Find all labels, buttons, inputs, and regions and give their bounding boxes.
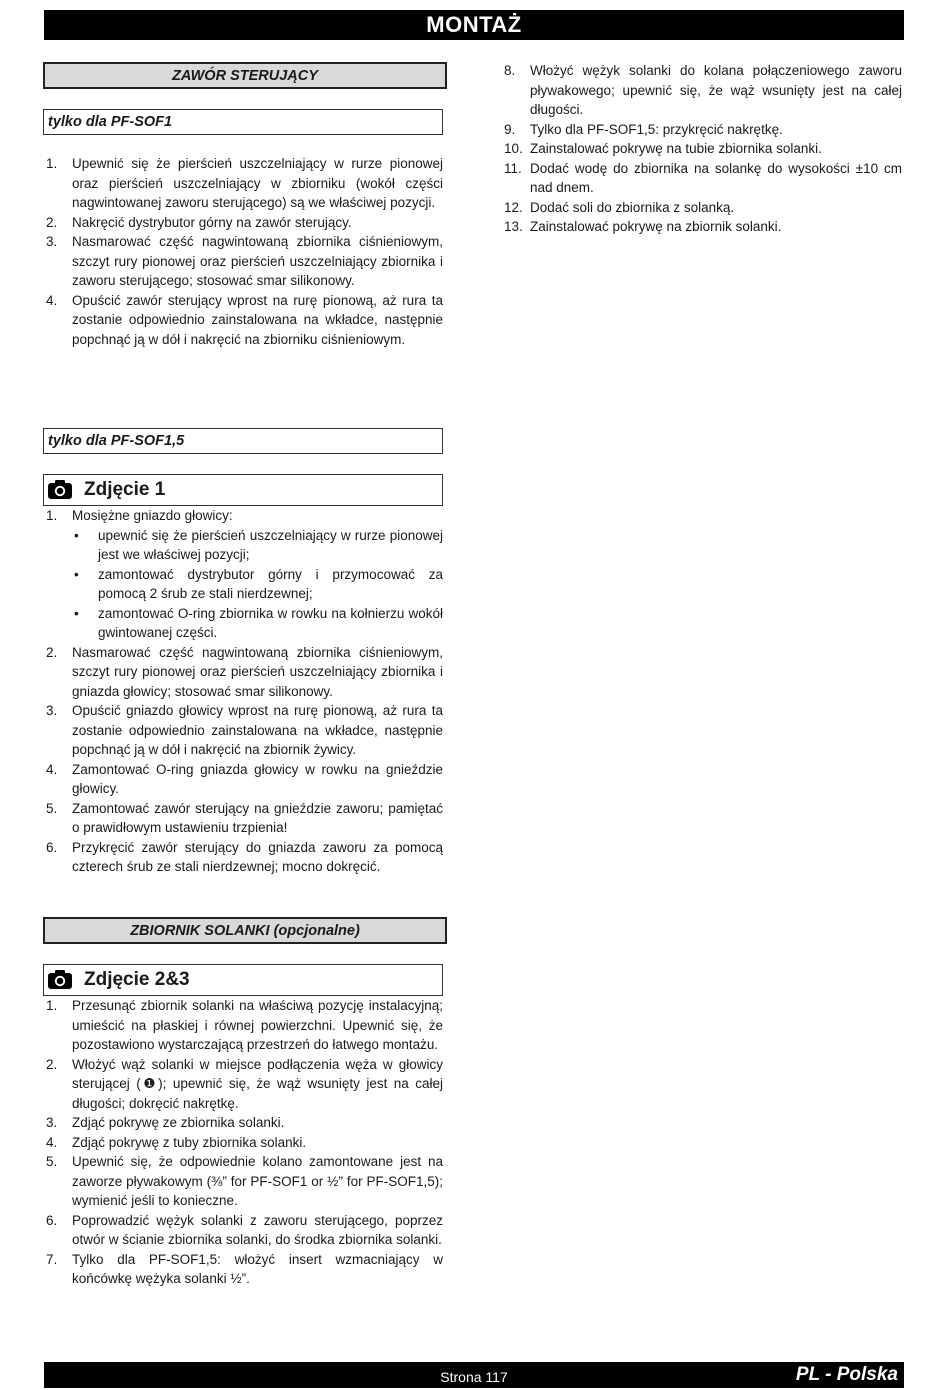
photo-ref-1 [43, 474, 443, 506]
subsection-sof1-label: tylko dla PF-SOF1 [43, 109, 443, 135]
list-item: 3. Zdjąć pokrywę ze zbiornika solanki. [46, 1115, 285, 1130]
brine-steps-list [44, 996, 443, 1289]
page-number: Strona 117 [440, 1369, 508, 1385]
list-item: 4. Zamontować O-ring gniazda głowicy w rowku na gnieździe głowicy. [46, 761, 443, 796]
list-item: 2. Nakręcić dystrybutor górny na zawór sterujący. [46, 214, 352, 230]
list-item: 1. Upewnić się że pierścień uszczelniający w rurze pionowej oraz pierścień uszczelniający w zbiorniku (wokół części nagwintowanej zaworu sterującego) są we właściwej pozycji. [46, 156, 443, 210]
list-item: 3. Nasmarować część nagwintowaną zbiornika ciśnieniowym, szczyt rury pionowej oraz pierścień uszczelniający zbiornika i zaworu sterującego; stosować smar silikonowy. [46, 234, 443, 288]
sof15-steps-list [44, 506, 443, 877]
list-item: 9. Tylko dla PF-SOF1,5: przykręcić nakrętkę. [504, 121, 783, 137]
list-item: 12. Dodać soli do zbiornika z solanką. [504, 199, 735, 215]
brine-steps-list-continued [502, 61, 902, 237]
bullet-item: • upewnić się że pierścień uszczelniający w rurze pionowej jest we właściwej pozycji; [72, 526, 443, 565]
subsection-sof15-label: tylko dla PF-SOF1,5 [43, 428, 443, 454]
list-item: 4. Opuścić zawór sterujący wprost na rurę pionową, aż rura ta zostanie odpowiednio zainstalowana na wkładce, następnie popchnąć ją w dół i nakręcić na zbiorniku ciśnieniowym. [46, 292, 443, 347]
list-item: 3. Opuścić gniazdo głowicy wprost na rurę pionową, aż rura ta zostanie odpowiednio zainstalowana na wkładce, następnie popchnąć ją w dół i nakręcić na zbiornik żywicy. [46, 703, 443, 757]
list-item: 2. Włożyć wąż solanki w miejsce podłączenia węża w głowicy sterującej (❶); upewnić się, że wąż wsunięty jest na całej długości; dokręcić nakrętkę. [46, 1056, 443, 1111]
list-item: 6. Przykręcić zawór sterujący do gniazda zaworu za pomocą czterech śrub ze stali nierdzewnej; mocno dokręcić. [46, 839, 443, 874]
photo-ref-label: Zdjęcie 2&3 [84, 969, 190, 990]
list-item: 7. Tylko dla PF-SOF1,5: włożyć insert wzmacniający w końcówkę wężyka solanki ½”. [46, 1251, 443, 1286]
page-footer [44, 1362, 904, 1388]
section-title-control-valve: ZAWÓR STERUJĄCY [43, 62, 447, 89]
camera-icon [48, 970, 72, 989]
bullet-item: • zamontować dystrybutor górny i przymocować za pomocą 2 śrub ze stali nierdzewnej; [72, 565, 443, 604]
bullet-item: • zamontować O-ring zbiornika w rowku na kołnierzu wokół gwintowanej części. [72, 604, 443, 643]
list-item: 8. Włożyć wężyk solanki do kolana połączeniowego zaworu pływakowego; upewnić się, że wąż wsunięty jest na całej długości. [504, 63, 902, 117]
list-item: 6. Poprowadzić wężyk solanki z zaworu sterującego, poprzez otwór w ścianie zbiornika solanki, do środka zbiornika solanki. [46, 1212, 443, 1247]
list-item: 1. Mosiężne gniazdo głowicy: • upewnić się że pierścień uszczelniający w rurze pionowej jest we właściwej pozycji; • zamontować dystrybutor górny i przymocować za pomocą 2 śrub ze stali nierdzewnej; • zamontować O-ring zbiornika w rowku na kołnierzu wokół gwintowanej części. [44, 506, 443, 643]
list-item: 5. Upewnić się, że odpowiednie kolano zamontowane jest na zaworze pływakowym (⅜” for PF-SOF1 or ½” for PF-SOF1,5); wymienić jeśli to konieczne. [46, 1154, 443, 1208]
list-item: 11. Dodać wodę do zbiornika na solankę do wysokości ±10 cm nad dnem. [504, 160, 902, 195]
language-label: PL - Polska [795, 1364, 898, 1385]
list-item: 13. Zainstalować pokrywę na zbiornik solanki. [504, 219, 782, 234]
section-title-brine-tank: ZBIORNIK SOLANKI (opcjonalne) [43, 917, 447, 944]
sof1-steps-list [44, 154, 443, 349]
list-item: 2. Nasmarować część nagwintowaną zbiornika ciśnieniowym, szczyt rury pionowej oraz pierścień uszczelniający zbiornika i gniazda głowicy; stosować smar silikonowy. [46, 644, 443, 699]
page-header: MONTAŻ [44, 10, 904, 40]
photo-ref-label: Zdjęcie 1 [84, 479, 166, 500]
list-item: 10. Zainstalować pokrywę na tubie zbiornika solanki. [504, 141, 822, 156]
list-item: 4. Zdjąć pokrywę z tuby zbiornika solanki. [46, 1134, 307, 1150]
photo-ref-2-3 [43, 964, 443, 996]
camera-icon [48, 480, 72, 499]
bullet-list [72, 526, 443, 643]
list-item: 5. Zamontować zawór sterujący na gnieździe zaworu; pamiętać o prawidłowym ustawieniu trzpienia! [46, 800, 443, 835]
list-item: 1. Przesunąć zbiornik solanki na właściwą pozycję instalacyjną; umieścić na płaskiej i równej powierzchni. Upewnić się, że pozostawiono wystarczającą przestrzeń do łatwego montażu. [46, 998, 443, 1052]
